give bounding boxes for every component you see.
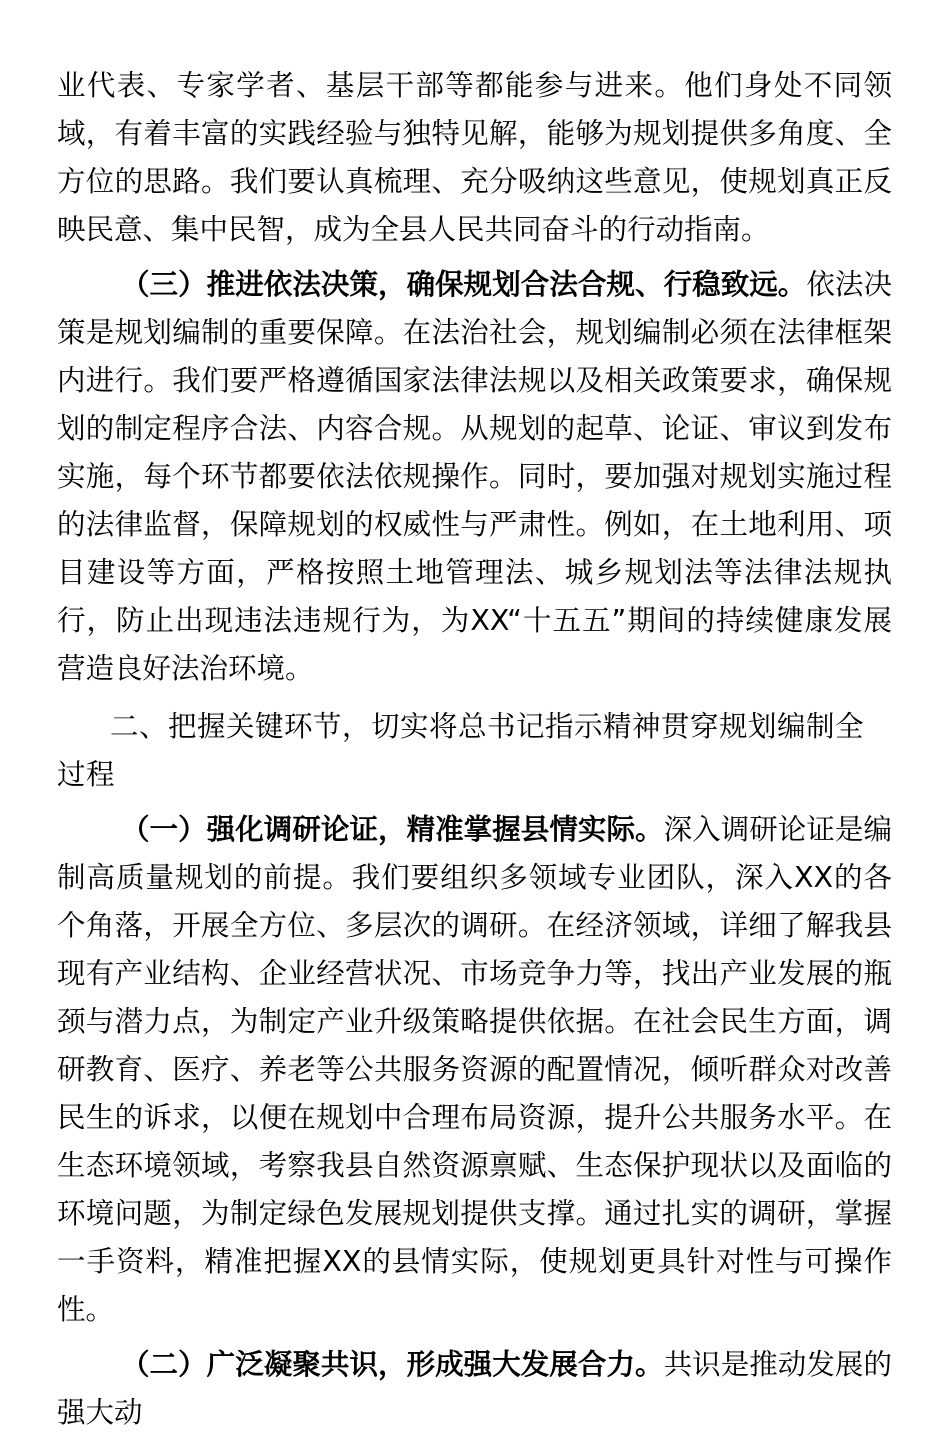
paragraph-text-2-1: 深入调研论证是编制高质量规划的前提。我们要组织多领域专业团队，深入XX的各个角落，开展全方位、多层次的调研。在经济领域，详细了解我县现有产业结构、企业经营状况、市场竞争力等，找出产业发展的瓶颈与潜力点，为制定产业升级策略提供依据。在社会民生方面，调研教育、医疗、养老等公共服务资源的配置情况，倾听群众对改善民生的诉求，以便在规划中合理布局资源，提升公共服务水平。在生态环境领域，考察我县自然资源禀赋、生态保护现状以及面临的环境问题，为制定绿色发展规划提供支撑。通过扎实的调研，掌握一手资料，精准把握XX的县情实际，使规划更具针对性与可操作性。 — [57, 813, 892, 1326]
heading-spacer — [57, 799, 892, 806]
heading-section-2: 二、把握关键环节，切实将总书记指示精神贯穿规划编制全过程 — [57, 710, 865, 791]
paragraph-section-2-1 — [57, 806, 892, 1334]
paragraph-continued: 业代表、专家学者、基层干部等都能参与进来。他们身处不同领域，有着丰富的实践经验与独特见解，能够为规划提供多角度、全方位的思路。我们要认真梳理、充分吸纳这些意见，使规划真正反映民意、集中民智，成为全县人民共同奋斗的行动指南。 — [57, 69, 892, 246]
document-body — [57, 62, 892, 1437]
paragraph-spacer-2 — [57, 1334, 892, 1341]
paragraph-section-1-3 — [57, 261, 892, 693]
section-spacer — [57, 693, 892, 703]
subheading-label-2-1: （一）强化调研论证，精准掌握县情实际。 — [121, 813, 664, 846]
paragraph-section-2-2 — [57, 1341, 892, 1437]
subheading-label-1-3: （三）推进依法决策，确保规划合法合规、行稳致远。 — [121, 268, 807, 301]
paragraph-spacer — [57, 254, 892, 261]
paragraph-text-1-3: 依法决策是规划编制的重要保障。在法治社会，规划编制必须在法律框架内进行。我们要严格遵循国家法律法规以及相关政策要求，确保规划的制定程序合法、内容合规。从规划的起草、论证、审议到发布实施，每个环节都要依法依规操作。同时，要加强对规划实施过程的法律监督，保障规划的权威性与严肃性。例如，在土地利用、项目建设等方面，严格按照土地管理法、城乡规划法等法律法规执行，防止出现违法违规行为，为XX“十五五”期间的持续健康发展营造良好法治环境。 — [57, 268, 892, 685]
subheading-label-2-2: （二）广泛凝聚共识，形成强大发展合力。 — [121, 1348, 664, 1381]
paragraph-text-2-2: 共识是推动发展的强大动 — [57, 1348, 892, 1429]
